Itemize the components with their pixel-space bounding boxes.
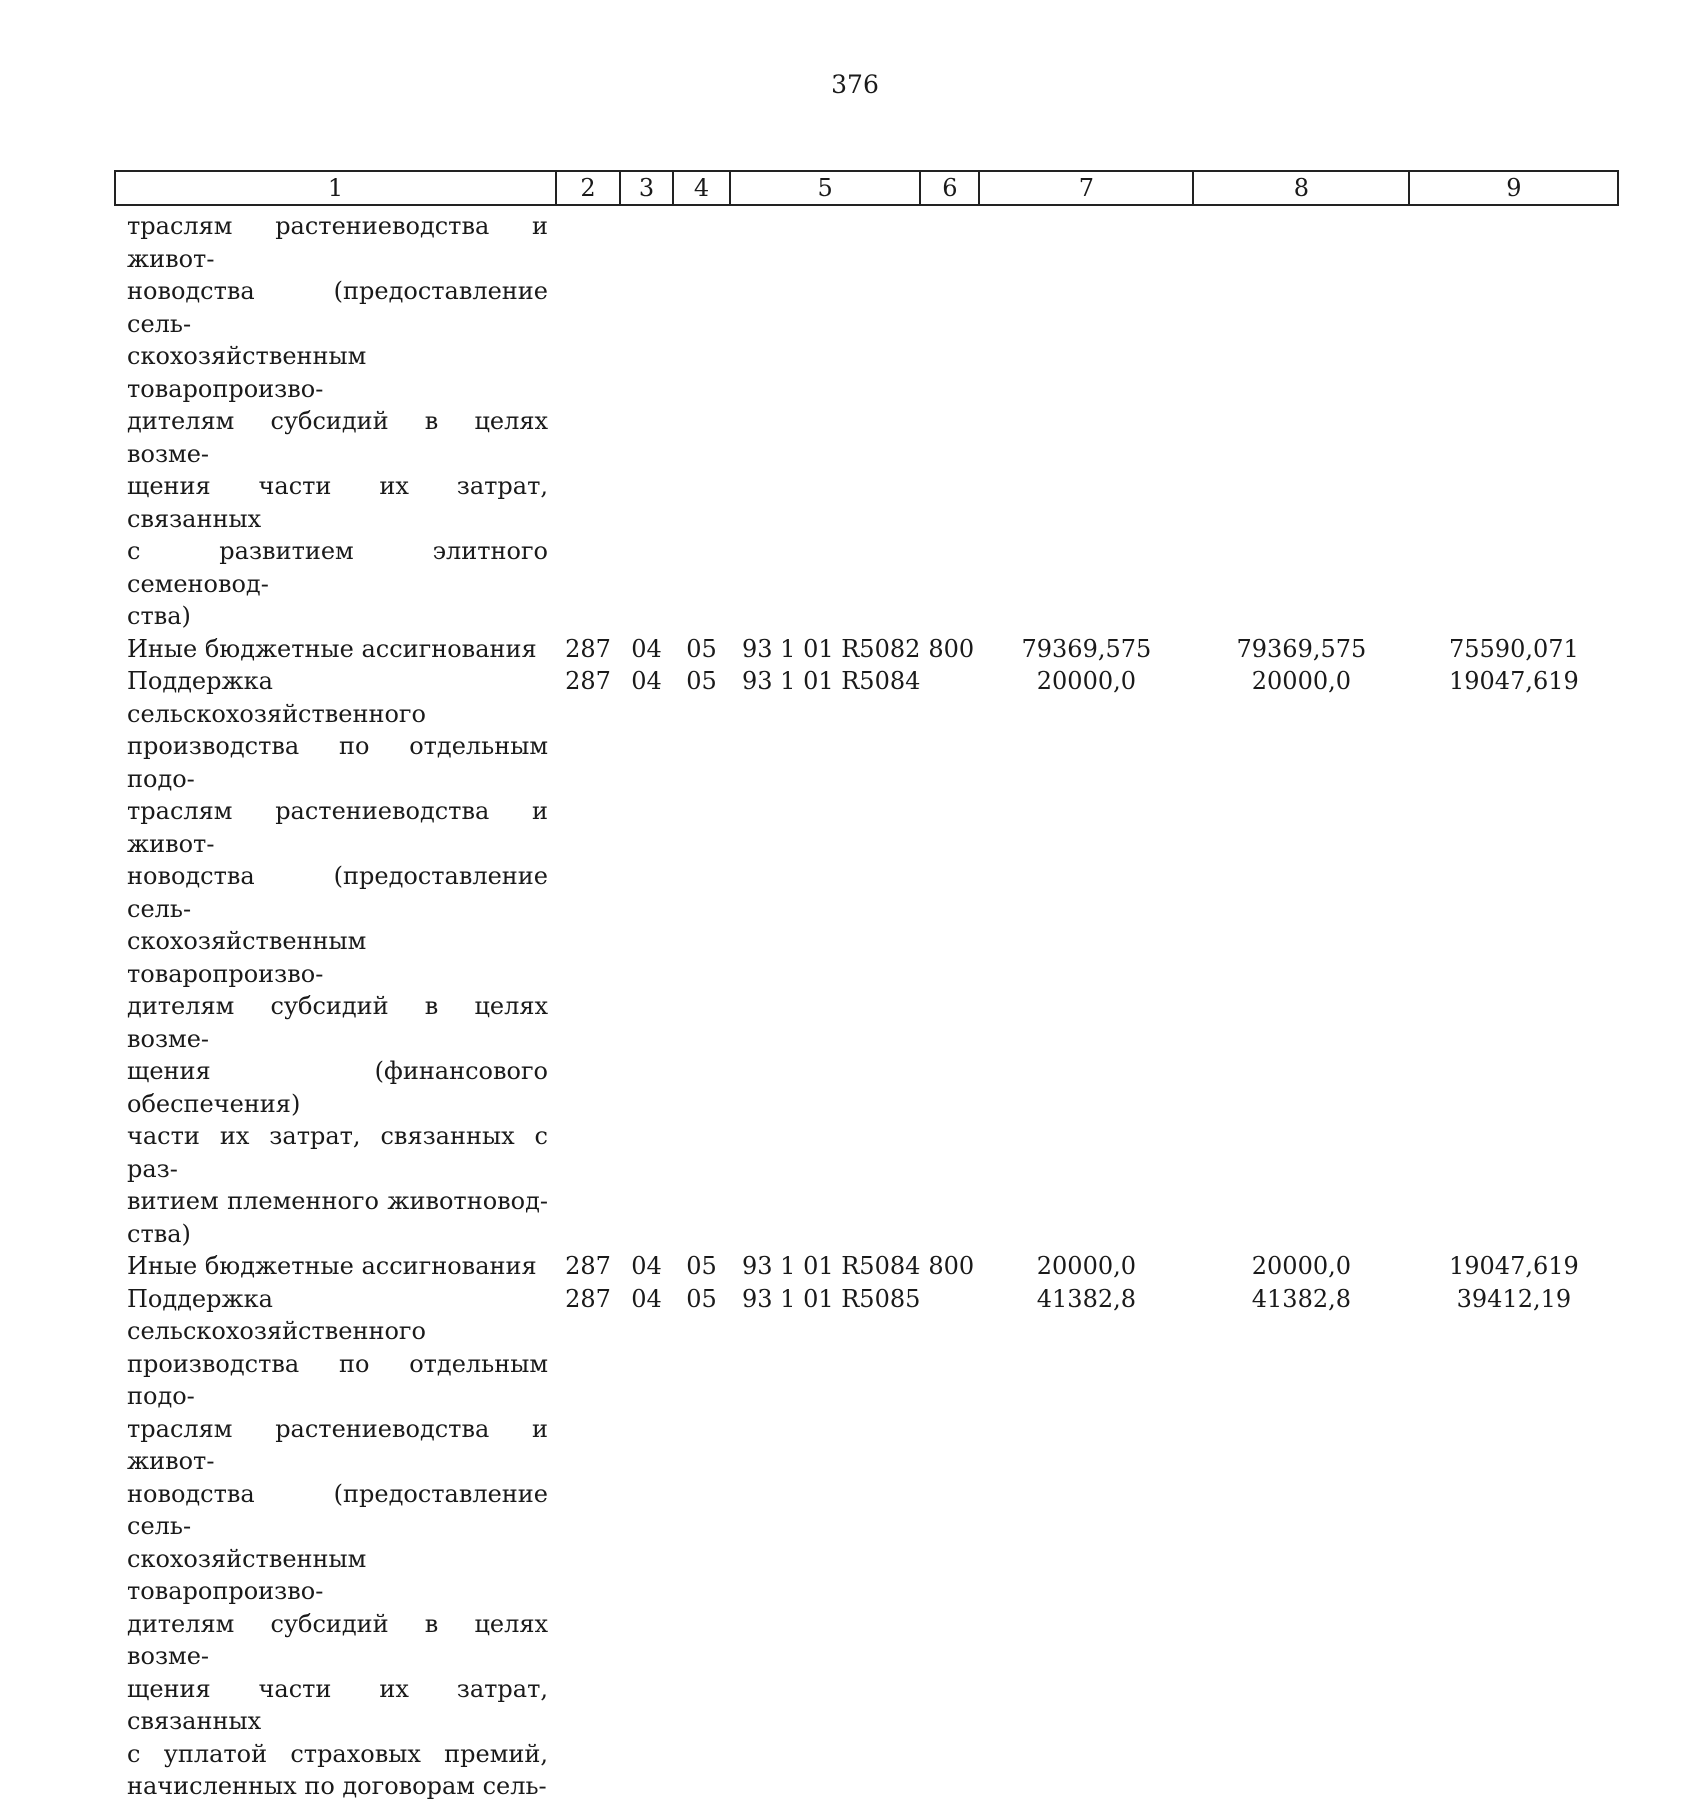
description-line: дителям субсидий в целях возме-	[127, 407, 548, 468]
target-article-cell: 93 1 01 R5084	[742, 1252, 921, 1280]
description-line: производства по отдельным подо-	[127, 1349, 548, 1410]
amount-col-7-cell: 20000,0	[1036, 667, 1137, 695]
column-number-header	[115, 171, 1618, 205]
amount-col-7-cell: 20000,0	[1036, 1252, 1137, 1280]
description-line: витием племенного животновод-	[127, 1187, 548, 1215]
description-line: с уплатой страховых премий,	[127, 1739, 548, 1768]
expense-type-cell	[920, 665, 979, 1250]
expense-type-cell: 800	[928, 1252, 975, 1280]
description-line: новодства (предоставление сель-	[127, 862, 548, 923]
description-cell	[115, 633, 556, 666]
budget-code-cell	[556, 205, 620, 633]
description-cell	[115, 665, 556, 1250]
amount-col-9-cell	[1409, 205, 1618, 633]
description-line: новодства (предоставление сель-	[127, 277, 548, 338]
target-article-cell: 93 1 01 R5085	[742, 1284, 921, 1313]
description-line: Поддержка сельскохозяйственного	[127, 1284, 426, 1345]
description-line: с развитием элитного семеновод-	[127, 537, 548, 598]
section-code-cell: 04	[631, 1284, 662, 1313]
table-row	[115, 633, 1618, 666]
table-row	[115, 665, 1618, 1250]
table-row	[115, 1283, 1618, 1803]
description-cell	[115, 1250, 556, 1283]
description-line: ства)	[127, 1219, 191, 1248]
description-line: производства по отдельным подо-	[127, 732, 548, 793]
description-line: ства)	[127, 602, 191, 630]
budget-code-cell: 287	[565, 634, 611, 663]
budget-table	[114, 170, 1619, 1803]
amount-col-9-cell: 75590,071	[1448, 634, 1579, 663]
description-line: траслям растениеводства и живот-	[127, 1414, 548, 1475]
subsection-code-cell: 05	[686, 634, 717, 663]
description-cell	[115, 205, 556, 633]
header-col-2: 2	[556, 171, 620, 205]
header-col-6: 6	[920, 171, 979, 205]
section-code-cell: 04	[631, 1252, 662, 1280]
section-code-cell: 04	[631, 667, 662, 695]
subsection-code-cell: 05	[686, 667, 717, 695]
table-body	[115, 205, 1618, 1803]
amount-col-7-cell: 79369,575	[1021, 634, 1152, 663]
budget-code-cell: 287	[565, 1252, 611, 1280]
description-line: траслям растениеводства и живот-	[127, 797, 548, 858]
amount-col-8-cell	[1193, 205, 1409, 633]
description-cell	[115, 1283, 556, 1803]
header-col-9: 9	[1409, 171, 1618, 205]
amount-col-8-cell: 20000,0	[1251, 1252, 1352, 1280]
budget-code-cell: 287	[565, 667, 611, 695]
description-line: щения части их затрат, связанных	[127, 1674, 548, 1735]
description-line: щения (финансового обеспечения)	[127, 1057, 548, 1118]
description-line: скохозяйственным товаропроизво-	[127, 342, 367, 403]
amount-col-9-cell: 19047,619	[1448, 1252, 1579, 1280]
budget-code-cell: 287	[565, 1284, 611, 1313]
header-col-7: 7	[979, 171, 1193, 205]
amount-col-7-cell	[979, 205, 1193, 633]
description-line: щения части их затрат, связанных	[127, 472, 548, 533]
target-article-cell: 93 1 01 R5082	[742, 634, 921, 663]
description-line: Иные бюджетные ассигнования	[127, 1252, 537, 1280]
description-line: траслям растениеводства и живот-	[127, 212, 548, 273]
subsection-code-cell: 05	[686, 1284, 717, 1313]
target-article-cell: 93 1 01 R5084	[742, 667, 921, 695]
description-line: дителям субсидий в целях возме-	[127, 992, 548, 1053]
section-code-cell	[620, 205, 673, 633]
subsection-code-cell	[673, 205, 730, 633]
page-number: 376	[831, 70, 879, 99]
amount-col-8-cell: 20000,0	[1251, 667, 1352, 695]
description-line: дителям субсидий в целях возме-	[127, 1609, 548, 1670]
description-line: Поддержка сельскохозяйственного	[127, 667, 426, 728]
description-line: части их затрат, связанных с раз-	[127, 1122, 548, 1183]
description-line: Иные бюджетные ассигнования	[127, 634, 537, 663]
subsection-code-cell: 05	[686, 1252, 717, 1280]
amount-col-9-cell: 19047,619	[1448, 667, 1579, 695]
section-code-cell: 04	[631, 634, 662, 663]
expense-type-cell	[920, 205, 979, 633]
description-line: начисленных по договорам сель-	[127, 1772, 547, 1800]
expense-type-cell	[920, 1283, 979, 1803]
description-line: новодства (предоставление сель-	[127, 1479, 548, 1540]
expense-type-cell: 800	[928, 634, 975, 663]
header-col-3: 3	[620, 171, 673, 205]
table-row	[115, 205, 1618, 633]
description-line: скохозяйственным товаропроизво-	[127, 1544, 367, 1605]
header-col-4: 4	[673, 171, 730, 205]
amount-col-9-cell: 39412,19	[1456, 1284, 1572, 1313]
header-col-1: 1	[115, 171, 556, 205]
description-line: скохозяйственным товаропроизво-	[127, 927, 367, 988]
header-col-5: 5	[730, 171, 920, 205]
amount-col-8-cell: 41382,8	[1251, 1284, 1352, 1313]
table-row	[115, 1250, 1618, 1283]
amount-col-7-cell: 41382,8	[1036, 1284, 1137, 1313]
header-col-8: 8	[1193, 171, 1409, 205]
amount-col-8-cell: 79369,575	[1236, 634, 1367, 663]
target-article-cell	[730, 205, 920, 633]
